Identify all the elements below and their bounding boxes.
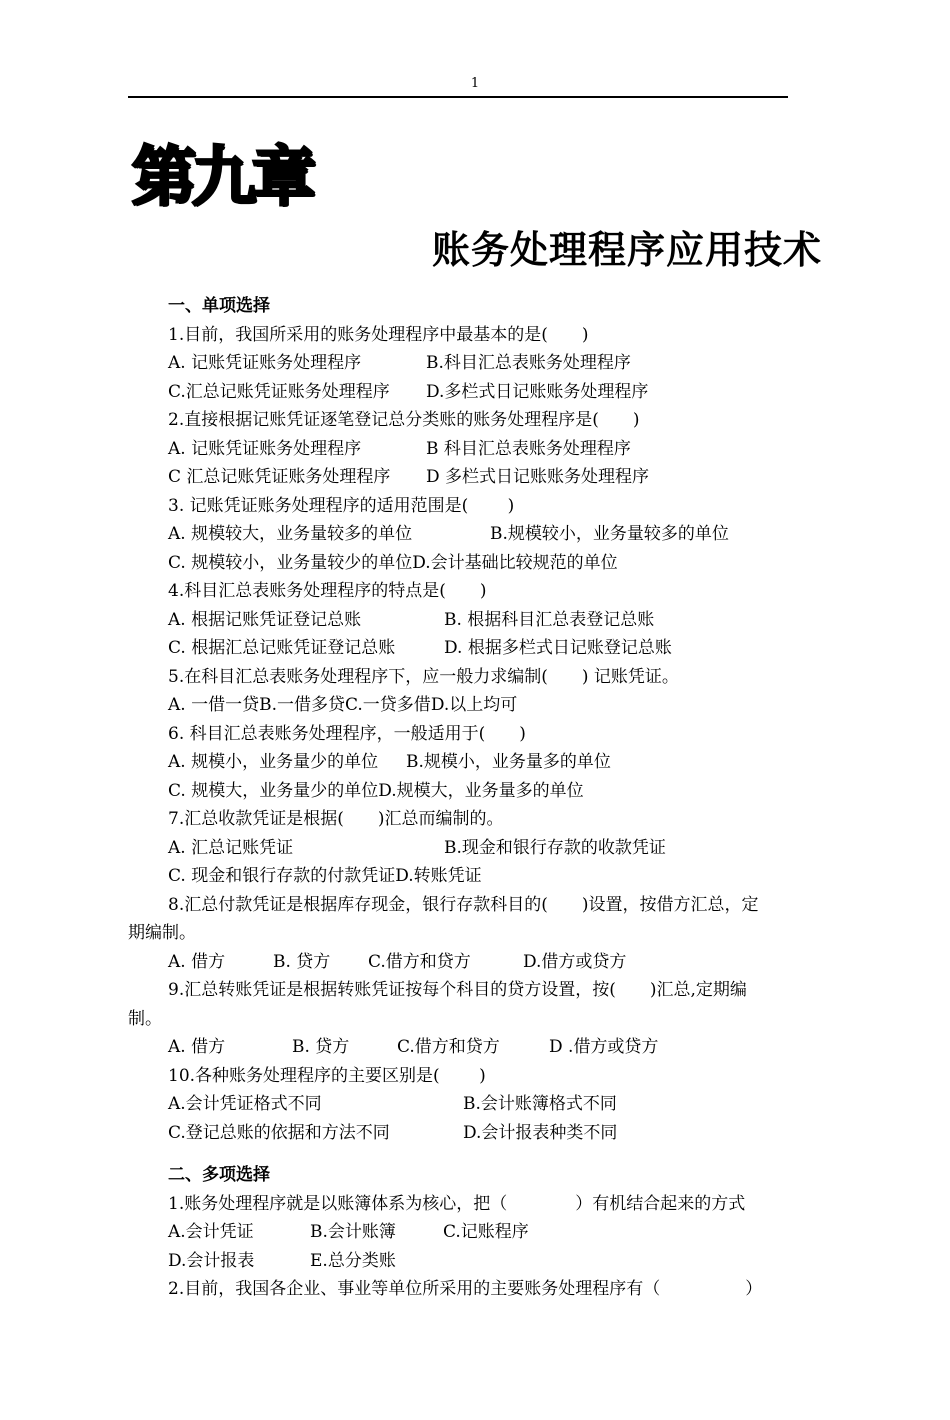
option-a: A. 记账凭证账务处理程序 xyxy=(168,438,362,459)
option-a: C 汇总记账凭证账务处理程序 xyxy=(168,467,391,487)
chapter-title: 第九章 xyxy=(132,141,312,215)
question-9-line-1: 9.汇总转账凭证是根据转账凭证按每个科目的贷方设置，按( )汇总,定期编 xyxy=(168,980,747,1000)
chapter-subtitle: 账务处理程序应用技术 xyxy=(431,228,822,272)
question-options xyxy=(168,748,828,777)
question-options xyxy=(168,463,828,492)
section-heading-single-choice: 一、单项选择 xyxy=(168,296,270,316)
question-8-line-1: 8.汇总付款凭证是根据库存现金，银行存款科目的( )设置，按借方汇总，定 xyxy=(168,894,759,915)
page-number: 1 xyxy=(470,76,480,91)
question-options xyxy=(168,862,828,891)
multi-question-1: 1.账务处理程序就是以账簿体系为核心，把（ ）有机结合起来的方式 xyxy=(168,1193,746,1214)
option-a: A. 规模小，业务量少的单位 xyxy=(168,752,379,772)
section-heading-multiple-choice: 二、多项选择 xyxy=(168,1165,270,1185)
option-a: A. 根据记账凭证登记总账 xyxy=(168,609,362,630)
question-9-options xyxy=(168,1033,828,1062)
single-choice-list xyxy=(168,321,828,891)
option-a: A. 借方 xyxy=(168,1037,226,1057)
option-a: A. 规模较大，业务量较多的单位 xyxy=(168,524,413,544)
option-b: D.会计基础比较规范的单位 xyxy=(412,552,618,573)
option-c: C.一贷多借 xyxy=(345,695,431,715)
option-b: B 科目汇总表账务处理程序 xyxy=(426,438,631,459)
multi-question-2: 2.目前，我国各企业、事业等单位所采用的主要账务处理程序有（ ） xyxy=(168,1279,763,1299)
option-a: A.会计凭证格式不同 xyxy=(168,1094,322,1114)
option-b: B.会计账簿格式不同 xyxy=(463,1094,617,1114)
question-stem: 7.汇总收款凭证是根据( )汇总而编制的。 xyxy=(168,809,504,829)
option-a: C. 规模大，业务量少的单位 xyxy=(168,780,379,801)
option-b: B.现金和银行存款的收款凭证 xyxy=(444,837,666,858)
question-options xyxy=(168,834,828,863)
option-a: A.会计凭证 xyxy=(168,1222,254,1242)
option-c: C.登记总账的依据和方法不同 xyxy=(168,1122,390,1143)
question-content xyxy=(128,292,828,1304)
question-stem: 2.直接根据记账凭证逐笔登记总分类账的账务处理程序是( ) xyxy=(168,410,640,430)
question-options xyxy=(168,520,828,549)
question-stem: 1.目前，我国所采用的账务处理程序中最基本的是( ) xyxy=(168,324,589,345)
question-10: 10.各种账务处理程序的主要区别是( ) xyxy=(168,1065,486,1086)
option-d: D.会计报表 xyxy=(168,1250,255,1271)
question-stem: 4.科目汇总表账务处理程序的特点是( ) xyxy=(168,581,487,601)
option-a: C. 规模较小，业务量较少的单位 xyxy=(168,552,413,573)
option-c: C.借方和贷方 xyxy=(397,1037,500,1057)
question-options xyxy=(168,349,828,378)
question-stem: 3. 记账凭证账务处理程序的适用范围是( ) xyxy=(168,495,515,516)
option-b: B.规模较小，业务量较多的单位 xyxy=(490,524,729,544)
question-options xyxy=(168,777,828,806)
header-rule xyxy=(128,96,788,98)
option-b: D. 根据多栏式日记账登记总账 xyxy=(444,638,672,658)
option-a: C. 现金和银行存款的付款凭证 xyxy=(168,866,396,886)
option-d: D .借方或贷方 xyxy=(549,1037,659,1057)
option-b: B. 根据科目汇总表登记总账 xyxy=(444,609,655,630)
option-c: C.记账程序 xyxy=(443,1222,529,1242)
question-options xyxy=(168,435,828,464)
option-d: D.会计报表种类不同 xyxy=(463,1122,618,1143)
question-stem: 6. 科目汇总表账务处理程序，一般适用于( ) xyxy=(168,723,526,744)
question-9-line-2: 制。 xyxy=(128,1008,162,1029)
option-b: B. 贷方 xyxy=(273,951,331,972)
question-options xyxy=(168,606,828,635)
option-b: D.转账凭证 xyxy=(395,866,482,886)
option-b: B.会计账簿 xyxy=(310,1222,396,1242)
question-10-options-cd xyxy=(168,1119,828,1148)
question-10-options-ab xyxy=(168,1090,828,1119)
option-a: A. 借方 xyxy=(168,951,226,972)
question-options xyxy=(168,691,828,720)
question-stem: 5.在科目汇总表账务处理程序下，应一般力求编制( ) 记账凭证。 xyxy=(168,666,679,687)
option-b: D.规模大，业务量多的单位 xyxy=(378,780,584,801)
option-a: A. 一借一贷 xyxy=(168,695,260,715)
option-d: D.借方或贷方 xyxy=(523,951,627,972)
option-b: B.一借多贷 xyxy=(259,695,345,715)
question-8-options xyxy=(168,948,828,977)
option-a: A. 汇总记账凭证 xyxy=(168,837,294,858)
option-b: B.科目汇总表账务处理程序 xyxy=(426,353,631,373)
option-a: C. 根据汇总记账凭证登记总账 xyxy=(168,638,396,658)
option-d: D.以上均可 xyxy=(430,695,518,715)
option-c: C.借方和贷方 xyxy=(368,951,471,972)
option-e: E.总分类账 xyxy=(310,1250,396,1271)
option-a: A. 记账凭证账务处理程序 xyxy=(168,353,362,373)
option-a: C.汇总记账凭证账务处理程序 xyxy=(168,381,390,402)
question-8-line-2: 期编制。 xyxy=(128,923,196,943)
option-b: D.多栏式日记账账务处理程序 xyxy=(426,381,649,402)
multi-question-1-options-de xyxy=(168,1247,828,1276)
option-b: B.规模小，业务量多的单位 xyxy=(406,752,611,772)
question-options xyxy=(168,549,828,578)
question-options xyxy=(168,378,828,407)
option-b: D 多栏式日记账账务处理程序 xyxy=(426,467,650,487)
section-gap xyxy=(168,1147,828,1161)
multi-question-1-options-abc xyxy=(168,1218,828,1247)
question-options xyxy=(168,634,828,663)
option-b: B. 贷方 xyxy=(292,1037,350,1057)
